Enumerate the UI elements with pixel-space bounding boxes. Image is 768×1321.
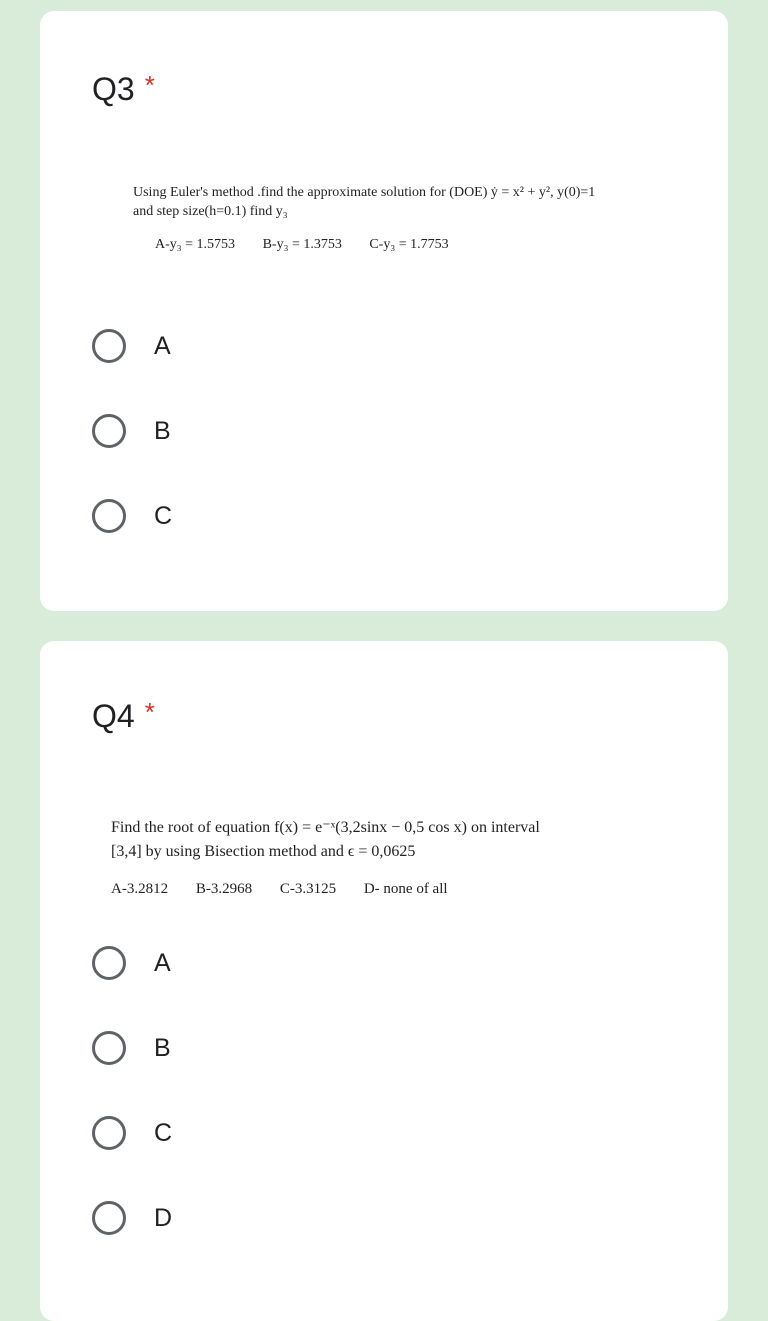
option-label: D <box>154 1203 173 1232</box>
question-number: Q4 <box>92 698 135 734</box>
question-text-line-2: and step size(h=0.1) find y₃ <box>133 204 288 219</box>
choice-text-b: B-3.2968 <box>195 881 253 897</box>
choice-text-c: C-3.3125 <box>279 881 337 897</box>
question-title <box>92 698 155 735</box>
question-number: Q3 <box>92 71 135 107</box>
question-text-line-1: Find the root of equation f(x) = e⁻ˣ(3,2sinx − 0,5 cos x) on interval <box>111 819 540 836</box>
option-label: C <box>154 1118 173 1147</box>
question-choices <box>111 880 540 899</box>
question-title <box>92 71 155 108</box>
required-asterisk: * <box>144 70 155 100</box>
radio-option-b[interactable] <box>92 408 171 454</box>
radio-option-c[interactable] <box>92 1110 172 1156</box>
question-image <box>111 816 540 899</box>
radio-button[interactable] <box>92 946 126 980</box>
radio-option-c[interactable] <box>92 493 172 539</box>
question-text-line-1: Using Euler's method .find the approximate solution for (DOE) ẏ = x² + y², y(0)=1 <box>133 185 596 200</box>
choice-text-d: D- none of all <box>363 881 448 897</box>
radio-option-a[interactable] <box>92 940 171 986</box>
question-image <box>133 183 595 254</box>
radio-button[interactable] <box>92 329 126 363</box>
option-label: B <box>154 416 171 445</box>
choice-text-a: A-3.2812 <box>111 881 169 897</box>
option-label: A <box>154 948 171 977</box>
option-label: C <box>154 501 173 530</box>
radio-option-b[interactable] <box>92 1025 171 1071</box>
option-label: A <box>154 331 171 360</box>
required-asterisk: * <box>144 697 155 727</box>
choice-text-b: B-y₃ = 1.3753 <box>262 237 342 252</box>
radio-button[interactable] <box>92 1201 126 1235</box>
question-card-q3 <box>40 11 728 611</box>
option-label: B <box>154 1033 171 1062</box>
radio-option-a[interactable] <box>92 323 171 369</box>
radio-button[interactable] <box>92 1031 126 1065</box>
question-text-line-2: [3,4] by using Bisection method and ϵ = 0,0625 <box>111 843 416 860</box>
radio-button[interactable] <box>92 1116 126 1150</box>
question-card-q4 <box>40 641 728 1321</box>
radio-option-d[interactable] <box>92 1195 172 1241</box>
radio-button[interactable] <box>92 499 126 533</box>
choice-text-c: C-y₃ = 1.7753 <box>369 237 449 252</box>
choice-text-a: A-y₃ = 1.5753 <box>155 237 236 252</box>
question-choices <box>133 235 595 254</box>
radio-button[interactable] <box>92 414 126 448</box>
